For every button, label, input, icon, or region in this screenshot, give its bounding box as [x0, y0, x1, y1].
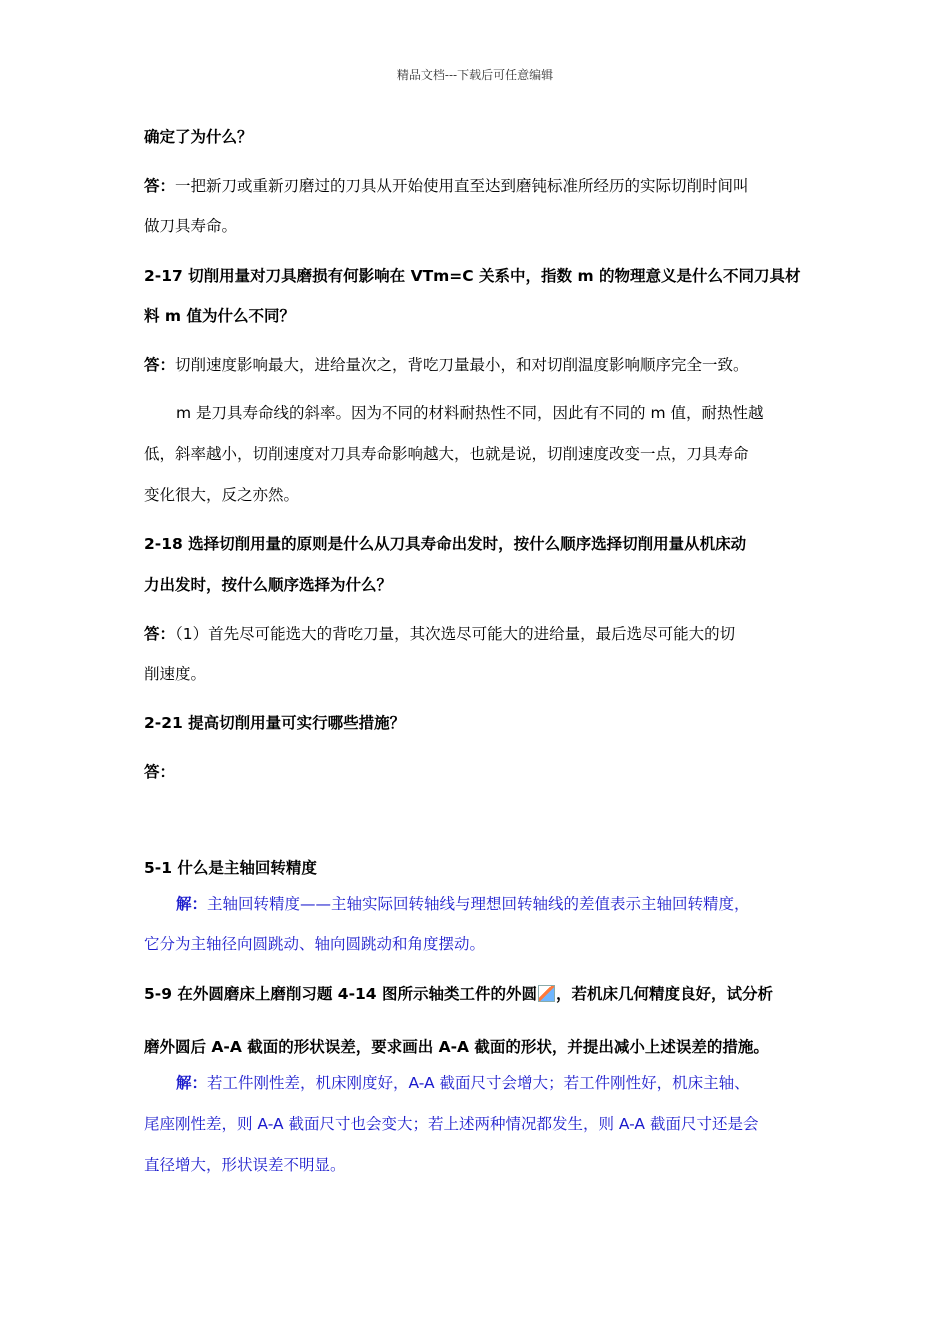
solution-label: 解：	[176, 1074, 208, 1092]
answer-text: （1）首先尽可能选大的背吃刀量，其次选尽可能大的进给量，最后选尽可能大的切	[175, 625, 736, 643]
question-5-1: 5-1 什么是主轴回转精度	[144, 859, 317, 877]
solution-line: 它分为主轴径向圆跳动、轴向圆跳动和角度摆动。	[144, 935, 486, 953]
answer-line: m 是刀具寿命线的斜率。因为不同的材料耐热性不同，因此有不同的 m 值，耐热性越	[176, 404, 764, 422]
question-continuation: 确定了为什么？	[144, 128, 253, 146]
question-2-17: 2-17 切削用量对刀具磨损有何影响在 VTm=C 关系中，指数 m 的物理意义是什么不同刀具材	[144, 267, 801, 285]
answer-label: 答：	[144, 177, 176, 195]
answer-line: 做刀具寿命。	[144, 217, 238, 235]
solution-line	[176, 1073, 750, 1093]
question-2-21: 2-21 提高切削用量可实行哪些措施？	[144, 714, 406, 732]
question-2-17-cont: 料 m 值为什么不同？	[144, 307, 295, 325]
answer-line: 削速度。	[144, 665, 207, 683]
answer-label: 答：	[144, 356, 176, 374]
question-2-18: 2-18 选择切削用量的原则是什么从刀具寿命出发时，按什么顺序选择切削用量从机床动	[144, 535, 747, 553]
answer-line	[144, 355, 749, 375]
answer-line	[144, 176, 749, 196]
solution-text: 主轴回转精度——主轴实际回转轴线与理想回转轴线的差值表示主轴回转精度，	[207, 895, 750, 913]
answer-line: 低，斜率越小，切削速度对刀具寿命影响越大，也就是说，切削速度改变一点，刀具寿命	[144, 445, 749, 463]
answer-text: 一把新刀或重新刃磨过的刀具从开始使用直至达到磨钝标准所经历的实际切削时间叫	[175, 177, 749, 195]
question-5-9-cont: 磨外圆后 A-A 截面的形状误差，要求画出 A-A 截面的形状，并提出减小上述误差的措施。	[144, 1038, 769, 1056]
question-2-18-cont: 力出发时，按什么顺序选择为什么？	[144, 576, 393, 594]
question-text: ，若机床几何精度良好，试分析	[555, 985, 773, 1003]
answer-text: 切削速度影响最大，进给量次之，背吃刀量最小，和对切削温度影响顺序完全一致。	[175, 356, 749, 374]
solution-line: 直径增大，形状误差不明显。	[144, 1156, 346, 1174]
solution-line: 尾座刚性差，则 A-A 截面尺寸也会变大；若上述两种情况都发生，则 A-A 截面尺寸还是会	[144, 1115, 759, 1133]
page-header: 精品文档---下载后可任意编辑	[396, 68, 554, 82]
answer-line	[144, 624, 735, 644]
answer-label: 答：	[144, 625, 176, 643]
solution-text: 若工件刚性差，机床刚度好，A-A 截面尺寸会增大；若工件刚性好，机床主轴、	[207, 1074, 750, 1092]
embedded-image-icon	[538, 985, 555, 1002]
question-5-9	[144, 984, 773, 1004]
answer-label: 答：	[144, 763, 176, 781]
solution-line	[176, 894, 750, 914]
question-text: 5-9 在外圆磨床上磨削习题 4-14 图所示轴类工件的外圆	[144, 985, 537, 1003]
answer-line: 变化很大，反之亦然。	[144, 486, 300, 504]
solution-label: 解：	[176, 895, 208, 913]
